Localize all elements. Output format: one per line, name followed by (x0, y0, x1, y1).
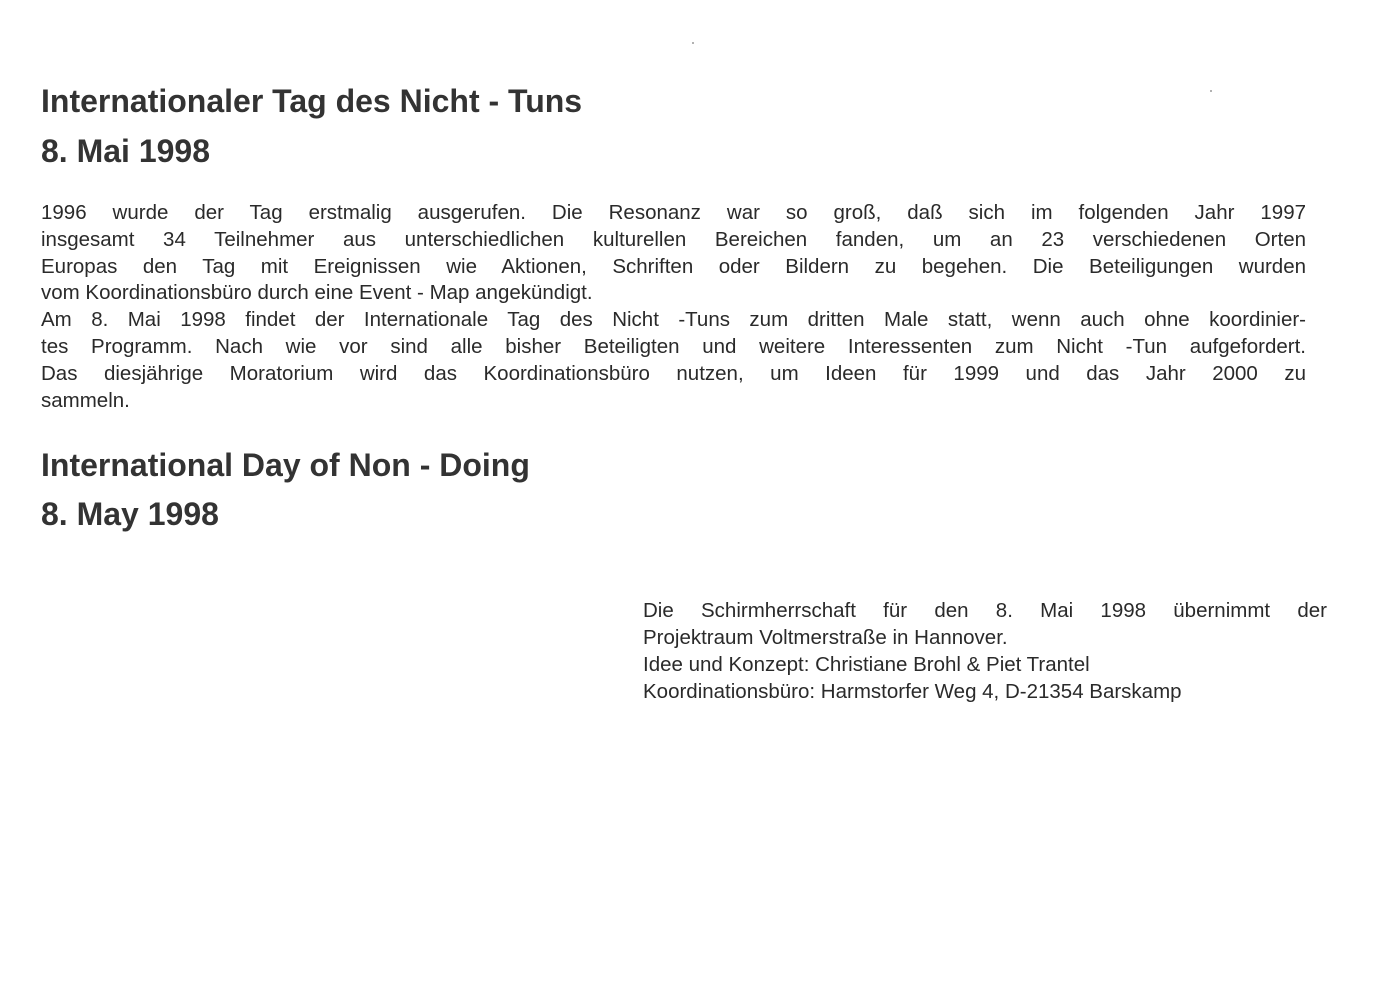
address-line: Koordinationsbüro: Harmstorfer Weg 4, D-21354 Barskamp (643, 680, 1182, 703)
paragraph-line: Das diesjährige Moratorium wird das Koordinationsbüro nutzen, um Ideen für 1999 und das Jahr 2000 zu (41, 361, 1306, 385)
paragraph-line: Am 8. Mai 1998 findet der Internationale Tag des Nicht -Tuns zum dritten Male statt, wenn auch ohne koordinier- (41, 308, 1306, 332)
english-date: 8. May 1998 (41, 496, 219, 532)
paragraph-line: tes Programm. Nach wie vor sind alle bisher Beteiligten und weitere Interessenten zum Nicht -Tun aufgefordert. (41, 334, 1306, 358)
credits-line: Idee und Konzept: Christiane Brohl & Piet Trantel (643, 653, 1090, 676)
german-date: 8. Mai 1998 (41, 133, 210, 169)
patronage-line: Die Schirmherrschaft für den 8. Mai 1998 übernimmt der (643, 599, 1327, 622)
paragraph-line: Europas den Tag mit Ereignissen wie Aktionen, Schriften oder Bildern zu begehen. Die Beteiligungen wurden (41, 254, 1306, 278)
paragraph-line: insgesamt 34 Teilnehmer aus unterschiedlichen kulturellen Bereichen fanden, um an 23 verschiedenen Orten (41, 227, 1306, 251)
patronage-line: Projektraum Voltmerstraße in Hannover. (643, 626, 1008, 649)
paragraph-line: 1996 wurde der Tag erstmalig ausgerufen. Die Resonanz war so groß, daß sich im folgenden Jahr 1997 (41, 201, 1306, 224)
paragraph-line: vom Koordinationsbüro durch eine Event - Map angekündigt. (41, 281, 593, 305)
patronage-block (643, 597, 1327, 705)
scan-speck (692, 42, 694, 44)
english-title: International Day of Non - Doing (41, 447, 530, 483)
scan-speck (1210, 90, 1212, 92)
paragraph-line: sammeln. (41, 388, 130, 412)
german-title: Internationaler Tag des Nicht - Tuns (41, 83, 583, 119)
german-paragraph (41, 200, 1306, 414)
